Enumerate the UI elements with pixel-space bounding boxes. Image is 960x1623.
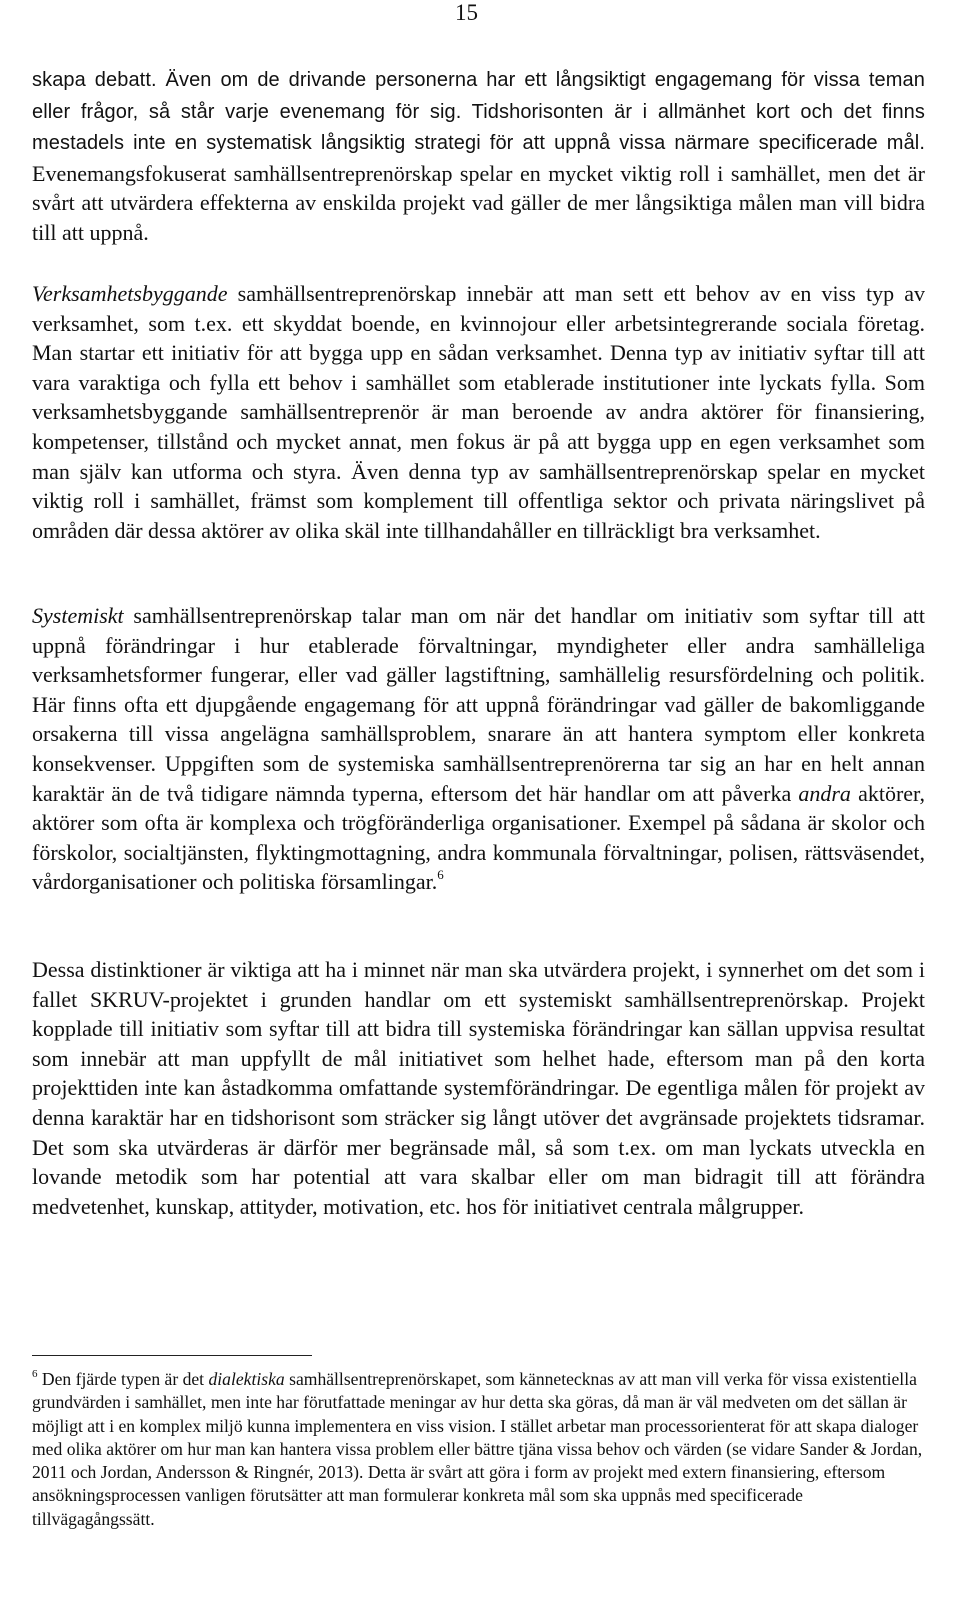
footnote-text: samhällsentreprenörskapet, som kännetecknas av att man vill verka för vissa existentiella grundvärden i samhället, men inte har förutfattade meningar av hur detta ska göras, då man är väl medveten om det sällan är möjligt att i en komplex miljö kunna implementera en viss vision. I stället arbetar man processorienterat för att skapa dialoger med olika aktörer om hur man kan hantera vissa problem eller bättre tjäna vissa behov och värden (se vidare Sander & Jordan, 2011 och Jordan, Andersson & Ringnér, 2013). Detta är svårt att göra i form av projekt med extern finansiering, eftersom ansökningsprocessen vanligen förutsätter att man formulerar konkreta mål som ska uppnås med specificerade tillvägagångssätt. — [32, 1369, 923, 1529]
paragraph-distinctions — [32, 955, 925, 1221]
footnote-divider — [32, 1355, 312, 1356]
paragraph-event-focused — [32, 64, 925, 248]
paragraph-systemic — [32, 601, 925, 897]
paragraph-text: Dessa distinktioner är viktiga att ha i minnet när man ska utvärdera projekt, i synnerhet om det som i fallet SKRUV-projektet i grunden handlar om ett systemiskt samhällsentreprenörskap. Projekt kopplade till initiativ som syftar till att bidra till systemiska förändringar kan sällan uppvisa resultat som innebär att man uppfyllt de mål initiativet som helhet hade, eftersom man på den korta projekttiden inte kan åstadkomma omfattande systemförändringar. De egentliga målen för projekt av denna karaktär har en tidshorisont som sträcker sig långt utöver det avgränsade projektets tidsramar. Det som ska utvärderas är därför mer begränsade mål, så som t.ex. om man lyckats utveckla en lovande metodik som har potential att vara skalbar eller om man bidragit till att förändra medvetenhet, kunskap, attityder, motivation, etc. hos för initiativet centrala målgrupper. — [32, 957, 925, 1219]
paragraph-text: samhällsentreprenörskap talar man om när det handlar om initiativ som syftar till att uppnå förändringar i hur etablerade förvaltningar, myndigheter eller andra samhälleliga verksamhetsformer fungerar, eller vad gäller lagstiftning, samhällelig resursfördelning och politik. Här finns ofta ett djupgående engagemang för att uppnå förändringar vad gäller de bakomliggande orsakerna till vissa angelägna samhällsproblem, snarare än att hantera symptom eller konkreta konsekvenser. Uppgiften som de systemiska samhällsentreprenörerna tar sig an har en helt annan karaktär än de två tidigare nämnda typerna, eftersom det här handlar om att påverka — [32, 603, 925, 806]
footnote-number: 6 — [32, 1368, 38, 1380]
footnote-text: Den fjärde typen är det — [37, 1369, 209, 1389]
term-dialektiska: dialektiska — [208, 1369, 285, 1389]
term-verksamhetsbyggande: Verksamhetsbyggande — [32, 281, 228, 306]
page-number: 15 — [455, 0, 478, 25]
paragraph-text: Evenemangsfokuserat samhällsentreprenörskap spelar en mycket viktig roll i samhället, men det är svårt att utvärdera effekterna av enskilda projekt vad gäller de mer långsiktiga målen man vill bidra till att uppnå. — [32, 160, 925, 245]
paragraph-continued-text: skapa debatt. Även om de drivande personerna har ett långsiktigt engagemang för vissa teman eller frågor, så står varje evenemang för sig. Tidshorisonten är i allmänhet kort och det finns mestadels inte en systematisk långsiktig strategi för att uppnå vissa närmare specificerade mål. — [32, 69, 925, 155]
emphasis-andra: andra — [798, 780, 851, 806]
footnote-reference[interactable]: 6 — [437, 867, 444, 883]
paragraph-text: aktörer, aktörer som ofta är komplexa och trögföränderliga organisationer. Exempel på sådana är skolor och förskolor, socialtjänsten, flyktingmottagning, andra kommunala förvaltningar, polisen, rättsväsendet, vårdorganisationer och politiska församlingar. — [32, 780, 925, 895]
paragraph-business-building — [32, 279, 925, 545]
paragraph-text: samhällsentreprenörskap innebär att man sett ett behov av en viss typ av verksamhet, som t.ex. ett skyddat boende, en kvinnojour eller arbetsintegrerande sociala företag. Man startar ett initiativ för att bygga upp en sådan verksamhet. Denna typ av initiativ syftar till att vara varaktiga och fylla ett behov i samhället som etablerade institutioner inte lyckats fylla. Som verksamhetsbyggande samhällsentreprenör är man beroende av andra aktörer för finansiering, kompetenser, tillstånd och mycket annat, men fokus är på att bygga upp en egen verksamhet som man själv kan utforma och styra. Även denna typ av samhällsentreprenörskap spelar en mycket viktig roll i samhället, främst som komplement till offentliga sektor och privata näringslivet på områden där dessa aktörer av olika skäl inte tillhandahåller en tillräckligt bra verksamhet. — [32, 281, 925, 543]
term-systemiskt: Systemiskt — [32, 603, 124, 628]
footnote-6 — [32, 1368, 925, 1531]
